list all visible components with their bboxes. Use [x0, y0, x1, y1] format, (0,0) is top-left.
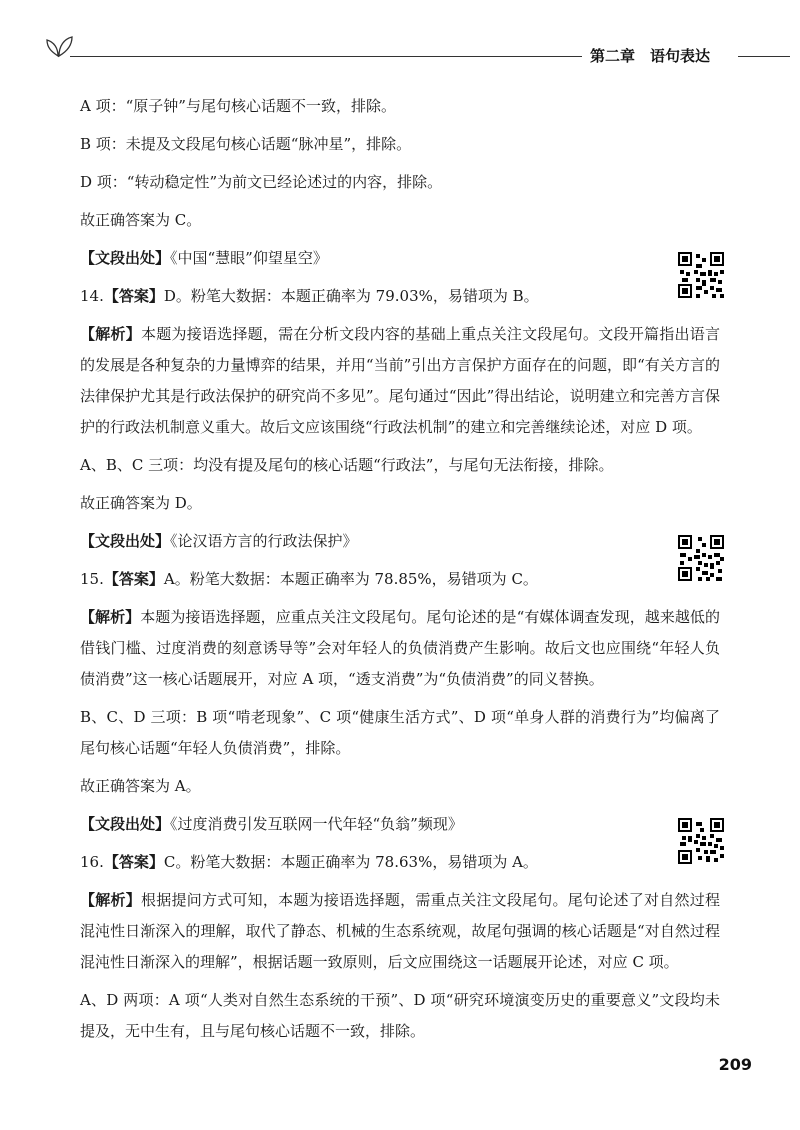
header-rule — [70, 56, 582, 57]
header-rule-right — [738, 56, 790, 57]
source-line — [80, 243, 720, 274]
leaf-icon — [44, 34, 74, 58]
q16-answer — [80, 847, 720, 878]
chapter-title: 第二章 语句表达 — [590, 47, 711, 65]
q14-analysis — [80, 319, 720, 443]
qr-code-icon[interactable] — [676, 250, 726, 300]
source-text: 《中国“慧眼”仰望星空》 — [170, 249, 328, 267]
option-d-line: D 项：“转动稳定性”为前文已经论述过的内容，排除。 — [80, 173, 443, 191]
q15-analysis — [80, 602, 720, 695]
q16-analysis-text: 根据提问方式可知，本题为接语选择题，需重点关注文段尾句。尾句论述了对自然过程混沌性日渐深入的理解，取代了静态、机械的生态系统观，故尾句强调的核心话题是“对自然过程混沌性日渐深入的理解”，根据话题一致原则，后文应围绕这一话题展开论述，对应 C 项。 — [80, 891, 720, 971]
q14-answer-text: D。粉笔大数据：本题正确率为 79.03%，易错项为 B。 — [163, 287, 539, 305]
q14-analysis-text: 本题为接语选择题，需在分析文段内容的基础上重点关注文段尾句。文段开篇指出语言的发展是各种复杂的力量博弈的结果，并用“当前”引出方言保护方面存在的问题，即“有关方言的法律保护尤其是行政法保护的研究尚不多见”。尾句通过“因此”得出结论，说明建立和完善方言保护的行政法机制意义重大。故后文应该围绕“行政法机制”的建立和完善继续论述，对应 D 项。 — [80, 325, 720, 436]
answer-line: 故正确答案为 C。 — [80, 211, 202, 229]
qr-code-icon[interactable] — [676, 816, 726, 866]
q15-source-text: 《过度消费引发互联网一代年轻“负翁”频现》 — [170, 815, 463, 833]
source-label: 【文段出处】 — [80, 249, 171, 267]
q15-answer — [80, 564, 720, 595]
page-body — [80, 91, 720, 1054]
q16-answer-label: 【答案】 — [103, 853, 164, 871]
q15-source-label: 【文段出处】 — [80, 815, 171, 833]
q16-options-ad: A、D 两项：A 项“人类对自然生态系统的干预”、D 项“研究环境演变历史的重要意义”文段均未提及，无中生有，且与尾句核心话题不一致，排除。 — [80, 991, 720, 1040]
q15-final-answer: 故正确答案为 A。 — [80, 777, 201, 795]
q16-number: 16. — [80, 853, 104, 871]
q14-analysis-label: 【解析】 — [80, 325, 141, 343]
q14-source-label: 【文段出处】 — [80, 532, 171, 550]
option-a-line: A 项：“原子钟”与尾句核心话题不一致，排除。 — [80, 97, 396, 115]
q16-analysis-label: 【解析】 — [80, 891, 141, 909]
q16-analysis — [80, 885, 720, 978]
q16-answer-text: C。粉笔大数据：本题正确率为 78.63%，易错项为 A。 — [163, 853, 538, 871]
page-header — [0, 0, 800, 80]
qr-code-icon[interactable] — [676, 533, 726, 583]
q15-number: 15. — [80, 570, 104, 588]
q15-analysis-text: 本题为接语选择题，应重点关注文段尾句。尾句论述的是“有媒体调查发现，越来越低的借钱门槛、过度消费的刻意诱导等”会对年轻人的负债消费产生影响。故后文也应围绕“年轻人负债消费”这一核心话题展开，对应 A 项，“透支消费”为“负债消费”的同义替换。 — [80, 608, 720, 688]
q15-answer-label: 【答案】 — [103, 570, 164, 588]
q14-answer-label: 【答案】 — [103, 287, 164, 305]
q14-source-text: 《论汉语方言的行政法保护》 — [170, 532, 358, 550]
page-number: 209 — [718, 1055, 752, 1074]
q15-source — [80, 809, 720, 840]
q14-source — [80, 526, 720, 557]
q14-final-answer: 故正确答案为 D。 — [80, 494, 202, 512]
q14-options-abc: A、B、C 三项：均没有提及尾句的核心话题“行政法”，与尾句无法衔接，排除。 — [80, 456, 614, 474]
q15-analysis-label: 【解析】 — [80, 608, 141, 626]
q15-answer-text: A。粉笔大数据：本题正确率为 78.85%，易错项为 C。 — [163, 570, 538, 588]
q14-number: 14. — [80, 287, 104, 305]
q15-options-bcd: B、C、D 三项：B 项“啃老现象”、C 项“健康生活方式”、D 项“单身人群的消费行为”均偏离了尾句核心话题“年轻人负债消费”，排除。 — [80, 708, 720, 757]
q14-answer — [80, 281, 720, 312]
option-b-line: B 项：未提及文段尾句核心话题“脉冲星”，排除。 — [80, 135, 412, 153]
